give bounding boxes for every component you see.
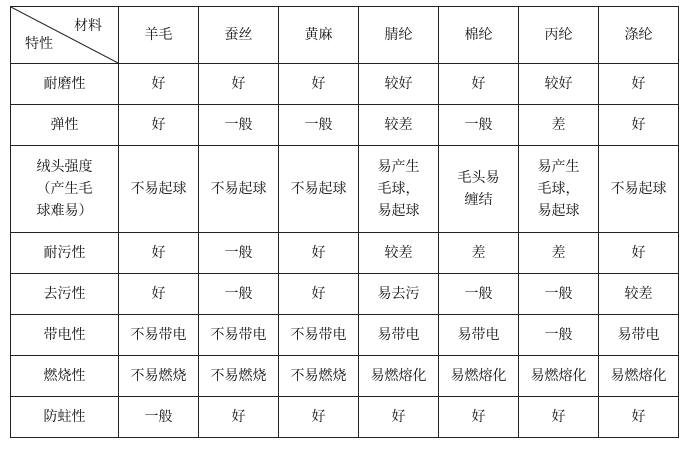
corner-header-cell <box>11 7 119 64</box>
table-cell: 差 <box>519 233 599 274</box>
table-row <box>11 397 679 438</box>
table-cell: 一般 <box>519 274 599 315</box>
table-cell: 好 <box>599 397 679 438</box>
table-row <box>11 64 679 105</box>
table-cell: 好 <box>519 397 599 438</box>
table-cell: 好 <box>119 105 199 146</box>
corner-label-property: 特性 <box>25 36 53 52</box>
table-cell: 毛头易 缠结 <box>439 146 519 233</box>
table-cell: 一般 <box>519 315 599 356</box>
table-cell: 好 <box>119 233 199 274</box>
table-cell: 好 <box>199 397 279 438</box>
table-cell: 易燃熔化 <box>359 356 439 397</box>
table-cell: 好 <box>439 64 519 105</box>
table-cell: 不易起球 <box>279 146 359 233</box>
table-cell: 易燃熔化 <box>519 356 599 397</box>
table-cell: 好 <box>599 233 679 274</box>
table-cell: 较差 <box>359 105 439 146</box>
table-cell: 差 <box>519 105 599 146</box>
row-label: 燃烧性 <box>11 356 119 397</box>
table-cell: 一般 <box>119 397 199 438</box>
table-cell: 好 <box>439 397 519 438</box>
table-cell: 一般 <box>199 105 279 146</box>
table-cell: 易带电 <box>599 315 679 356</box>
table-cell: 一般 <box>279 105 359 146</box>
table-cell: 易燃熔化 <box>599 356 679 397</box>
table-row <box>11 315 679 356</box>
table-cell: 好 <box>599 105 679 146</box>
table-cell: 好 <box>279 64 359 105</box>
header-row <box>11 7 679 64</box>
table-cell: 好 <box>119 64 199 105</box>
table-row <box>11 105 679 146</box>
table-cell: 不易带电 <box>199 315 279 356</box>
column-header: 腈纶 <box>359 7 439 64</box>
row-label: 耐磨性 <box>11 64 119 105</box>
table-cell: 不易带电 <box>279 315 359 356</box>
table-cell: 不易起球 <box>199 146 279 233</box>
row-label: 耐污性 <box>11 233 119 274</box>
column-header: 棉纶 <box>439 7 519 64</box>
table-cell: 不易燃烧 <box>199 356 279 397</box>
table-cell: 好 <box>599 64 679 105</box>
table-cell: 较差 <box>599 274 679 315</box>
row-label: 防蛀性 <box>11 397 119 438</box>
table-cell: 易带电 <box>359 315 439 356</box>
table-cell: 一般 <box>439 274 519 315</box>
material-properties-table <box>10 6 679 438</box>
row-label: 绒头强度 （产生毛 球难易） <box>11 146 119 233</box>
table-cell: 易产生 毛球， 易起球 <box>519 146 599 233</box>
table-cell: 较好 <box>519 64 599 105</box>
table-cell: 一般 <box>199 274 279 315</box>
row-label: 带电性 <box>11 315 119 356</box>
table-row <box>11 274 679 315</box>
table-cell: 不易起球 <box>599 146 679 233</box>
table-row <box>11 356 679 397</box>
table-cell: 易去污 <box>359 274 439 315</box>
row-label: 去污性 <box>11 274 119 315</box>
table-cell: 不易燃烧 <box>119 356 199 397</box>
table-cell: 好 <box>279 274 359 315</box>
row-label: 弹性 <box>11 105 119 146</box>
column-header: 丙纶 <box>519 7 599 64</box>
table-cell: 好 <box>199 64 279 105</box>
table-cell: 好 <box>279 233 359 274</box>
column-header: 黄麻 <box>279 7 359 64</box>
table-cell: 较差 <box>359 233 439 274</box>
column-header: 羊毛 <box>119 7 199 64</box>
column-header: 蚕丝 <box>199 7 279 64</box>
table-cell: 较好 <box>359 64 439 105</box>
table-cell: 易燃熔化 <box>439 356 519 397</box>
table-cell: 差 <box>439 233 519 274</box>
column-header: 涤纶 <box>599 7 679 64</box>
table-cell: 易带电 <box>439 315 519 356</box>
table-cell: 不易燃烧 <box>279 356 359 397</box>
table-row <box>11 146 679 233</box>
table-cell: 易产生 毛球， 易起球 <box>359 146 439 233</box>
corner-label-material: 材料 <box>74 18 102 34</box>
table-cell: 不易带电 <box>119 315 199 356</box>
table-row <box>11 233 679 274</box>
table-cell: 不易起球 <box>119 146 199 233</box>
table-cell: 好 <box>359 397 439 438</box>
table-cell: 一般 <box>199 233 279 274</box>
table-cell: 一般 <box>439 105 519 146</box>
table-cell: 好 <box>119 274 199 315</box>
table-cell: 好 <box>279 397 359 438</box>
